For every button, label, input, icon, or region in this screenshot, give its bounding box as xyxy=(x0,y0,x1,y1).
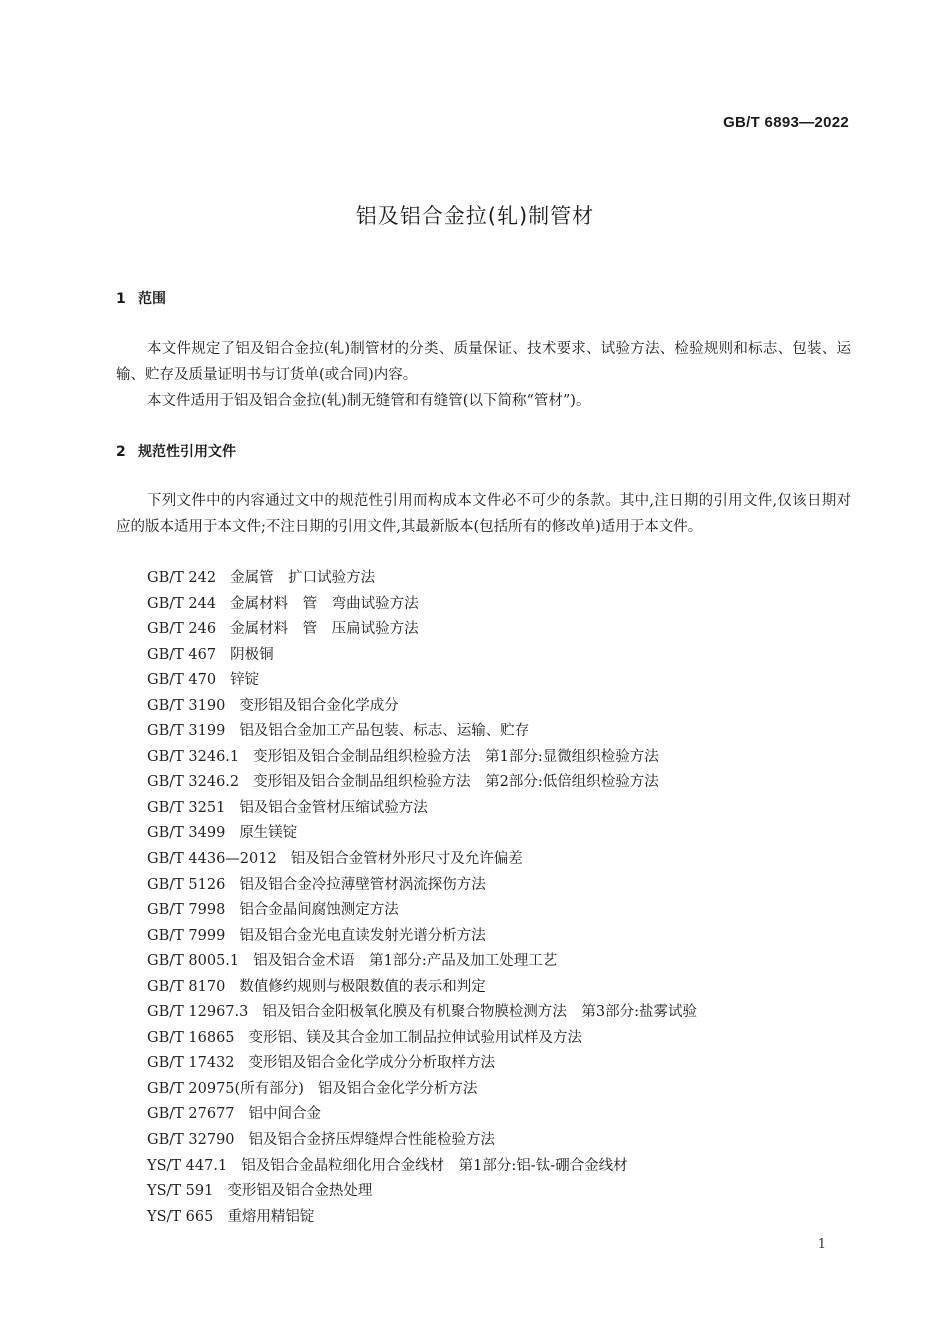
reference-item xyxy=(147,796,697,822)
reference-code: GB/T 3246.2 xyxy=(147,774,240,791)
reference-title: 铝中间合金 xyxy=(248,1106,322,1123)
reference-code: GB/T 3251 xyxy=(147,799,226,816)
reference-code: GB/T 32790 xyxy=(147,1132,235,1149)
reference-title: 变形铝、镁及其合金加工制品拉伸试验用试样及方法 xyxy=(248,1029,583,1046)
reference-title: 铝及铝合金冷拉薄壁管材涡流探伤方法 xyxy=(239,876,486,893)
reference-code: GB/T 16865 xyxy=(147,1029,235,1046)
reference-code: GB/T 467 xyxy=(147,646,217,663)
reference-code: GB/T 8005.1 xyxy=(147,953,240,970)
reference-title: 变形铝及铝合金热处理 xyxy=(227,1183,373,1200)
reference-code: GB/T 246 xyxy=(147,621,217,638)
reference-item xyxy=(147,770,697,796)
normative-references-paragraph: 下列文件中的内容通过文中的规范性引用而构成本文件必不可少的条款。其中,注日期的引用文件,仅该日期对应的版本适用于本文件;不注日期的引用文件,其最新版本(包括所有的修改单)适用于本文件。 xyxy=(116,493,851,535)
reference-item xyxy=(147,1128,697,1154)
reference-item xyxy=(147,949,697,975)
scope-paragraph-2: 本文件适用于铝及铝合金拉(轧)制无缝管和有缝管(以下简称“管材”)。 xyxy=(147,393,591,409)
reference-title: 铝及铝合金加工产品包装、标志、运输、贮存 xyxy=(239,723,530,740)
reference-item xyxy=(147,719,697,745)
reference-code: YS/T 591 xyxy=(147,1183,214,1200)
reference-code: GB/T 5126 xyxy=(147,876,226,893)
reference-item xyxy=(147,566,697,592)
reference-list xyxy=(147,566,697,1230)
section-number: 1 xyxy=(116,291,126,307)
reference-item xyxy=(147,668,697,694)
reference-title: 铝及铝合金化学分析方法 xyxy=(317,1080,478,1097)
reference-code: GB/T 3499 xyxy=(147,825,226,842)
reference-item xyxy=(147,1000,697,1026)
reference-item xyxy=(147,898,697,924)
reference-code: GB/T 3246.1 xyxy=(147,748,240,765)
reference-title: 铝及铝合金光电直读发射光谱分析方法 xyxy=(239,927,486,944)
reference-item xyxy=(147,847,697,873)
reference-title: 变形铝及铝合金化学成分 xyxy=(239,697,399,714)
reference-code: YS/T 665 xyxy=(147,1208,214,1225)
reference-title: 数值修约规则与极限数值的表示和判定 xyxy=(239,978,486,995)
reference-code: GB/T 4436—2012 xyxy=(147,851,277,868)
reference-code: GB/T 8170 xyxy=(147,978,226,995)
reference-title: 金属材料 管 弯曲试验方法 xyxy=(230,595,419,612)
reference-title: 铝及铝合金晶粒细化用合金线材 第1部分:铝-钛-硼合金线材 xyxy=(241,1157,628,1174)
reference-item xyxy=(147,592,697,618)
reference-title: 原生镁锭 xyxy=(239,825,298,842)
reference-item xyxy=(147,694,697,720)
section-number: 2 xyxy=(116,444,126,460)
scope-paragraph-1: 本文件规定了铝及铝合金拉(轧)制管材的分类、质量保证、技术要求、试验方法、检验规则和标志、包装、运输、贮存及质量证明书与订货单(或合同)内容。 xyxy=(116,341,851,383)
reference-title: 金属材料 管 压扁试验方法 xyxy=(230,621,419,638)
reference-code: GB/T 20975(所有部分) xyxy=(147,1080,304,1097)
reference-item xyxy=(147,745,697,771)
reference-item xyxy=(147,1205,697,1231)
reference-item xyxy=(147,617,697,643)
section-2-heading xyxy=(116,441,236,461)
reference-title: 铝及铝合金术语 第1部分:产品及加工处理工艺 xyxy=(253,953,558,970)
reference-title: 铝合金晶间腐蚀测定方法 xyxy=(239,902,399,919)
section-title: 范围 xyxy=(138,291,166,307)
reference-code: GB/T 3190 xyxy=(147,697,226,714)
reference-title: 阴极铜 xyxy=(230,646,274,663)
page-number: 1 xyxy=(817,1237,826,1252)
reference-item xyxy=(147,821,697,847)
reference-item xyxy=(147,975,697,1001)
reference-code: GB/T 7999 xyxy=(147,927,226,944)
reference-title: 铝及铝合金管材外形尺寸及允许偏差 xyxy=(290,851,523,868)
reference-item xyxy=(147,1077,697,1103)
reference-title: 变形铝及铝合金制品组织检验方法 第1部分:显微组织检验方法 xyxy=(253,748,659,765)
reference-title: 铝及铝合金挤压焊缝焊合性能检验方法 xyxy=(248,1132,496,1149)
reference-title: 锌锭 xyxy=(230,672,260,689)
reference-code: GB/T 17432 xyxy=(147,1055,235,1072)
reference-item xyxy=(147,1102,697,1128)
document-title: 铝及铝合金拉(轧)制管材 xyxy=(355,204,595,228)
reference-title: 铝及铝合金管材压缩试验方法 xyxy=(239,799,428,816)
reference-code: GB/T 470 xyxy=(147,672,217,689)
reference-title: 变形铝及铝合金制品组织检验方法 第2部分:低倍组织检验方法 xyxy=(253,774,659,791)
reference-item xyxy=(147,1179,697,1205)
reference-item xyxy=(147,643,697,669)
reference-item xyxy=(147,1026,697,1052)
section-1-heading xyxy=(116,288,166,308)
reference-item xyxy=(147,873,697,899)
reference-title: 变形铝及铝合金化学成分分析取样方法 xyxy=(248,1055,496,1072)
section-title: 规范性引用文件 xyxy=(138,444,236,460)
reference-code: GB/T 7998 xyxy=(147,902,226,919)
reference-title: 金属管 扩口试验方法 xyxy=(230,570,376,586)
reference-code: GB/T 242 xyxy=(147,570,217,586)
reference-item xyxy=(147,1051,697,1077)
reference-item xyxy=(147,924,697,950)
reference-code: GB/T 244 xyxy=(147,595,217,612)
reference-title: 铝及铝合金阳极氧化膜及有机聚合物膜检测方法 第3部分:盐雾试验 xyxy=(262,1004,697,1021)
reference-title: 重熔用精铝锭 xyxy=(227,1208,315,1225)
reference-code: GB/T 12967.3 xyxy=(147,1004,249,1021)
reference-item xyxy=(147,1154,697,1180)
reference-code: GB/T 3199 xyxy=(147,723,226,740)
reference-code: YS/T 447.1 xyxy=(147,1157,228,1174)
standard-code: GB/T 6893—2022 xyxy=(723,114,849,131)
reference-code: GB/T 27677 xyxy=(147,1106,235,1123)
